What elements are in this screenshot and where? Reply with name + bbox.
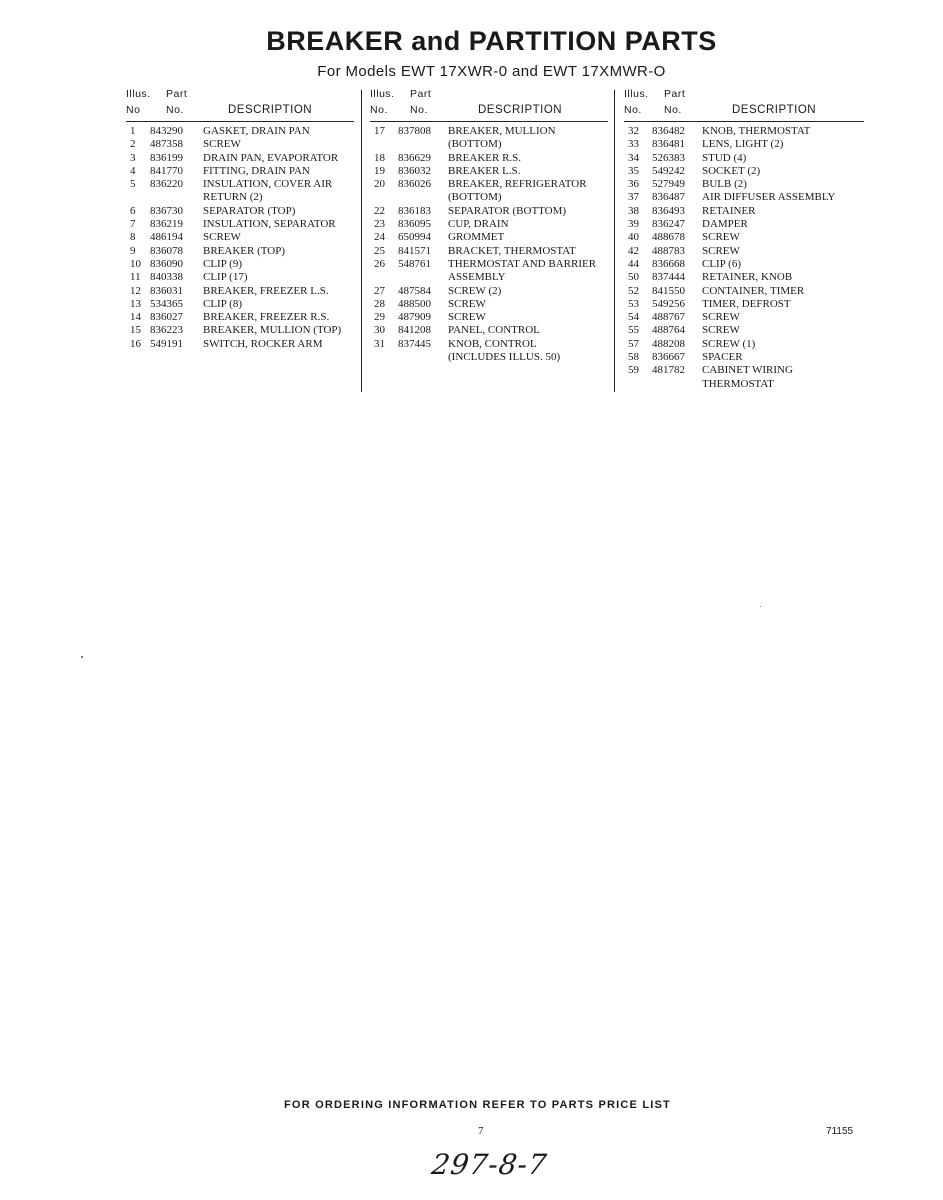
table-row (370, 338, 608, 365)
column-divider (614, 90, 615, 392)
illus-number: 33 (628, 138, 639, 151)
part-description: SCREW (1) (702, 337, 756, 350)
part-number: 841571 (398, 244, 431, 257)
illus-number: 11 (130, 271, 141, 284)
header-part-no: No. (664, 104, 682, 116)
illus-number: 32 (628, 125, 639, 137)
part-description: CABINET WIRING THERMOSTAT (702, 364, 793, 390)
illus-number: 44 (628, 257, 639, 270)
part-description: CLIP (8) (203, 297, 243, 310)
illus-number: 17 (374, 125, 385, 137)
illus-number: 24 (374, 231, 385, 244)
part-number: 841550 (652, 284, 685, 297)
header-illus: Illus. (624, 88, 649, 100)
illus-number: 30 (374, 324, 385, 337)
header-illus-no: No. (370, 104, 388, 116)
illus-number: 39 (628, 218, 639, 231)
part-number: 841770 (150, 164, 183, 177)
part-description: CLIP (6) (702, 257, 742, 270)
table-row (624, 298, 864, 311)
table-row (624, 165, 864, 178)
table-row (126, 311, 354, 324)
part-number: 836730 (150, 204, 183, 217)
part-number: 836032 (398, 164, 431, 177)
parts-list (370, 125, 608, 364)
table-row (370, 298, 608, 311)
part-number: 836482 (652, 125, 685, 137)
page-number: 7 (478, 1125, 484, 1137)
parts-column-1 (126, 88, 354, 351)
table-row (126, 338, 354, 351)
part-description: BREAKER L.S. (448, 164, 521, 177)
part-number: 836220 (150, 178, 183, 191)
table-row (624, 258, 864, 271)
part-description: DRAIN PAN, EVAPORATOR (203, 151, 339, 164)
table-row (370, 258, 608, 285)
part-description: SEPARATOR (TOP) (203, 204, 296, 217)
table-row (370, 178, 608, 205)
illus-number: 29 (374, 311, 385, 324)
illus-number: 25 (374, 244, 385, 257)
part-number: 836481 (652, 138, 685, 151)
illus-number: 36 (628, 178, 639, 191)
header-description: DESCRIPTION (228, 104, 313, 116)
illus-number: 1 (130, 125, 136, 137)
part-number: 487358 (150, 138, 183, 151)
part-description: THERMOSTAT AND BARRIER ASSEMBLY (448, 257, 597, 284)
table-row (624, 205, 864, 218)
table-row (126, 231, 354, 244)
illus-number: 53 (628, 297, 639, 310)
table-row (126, 245, 354, 258)
part-description: INSULATION, SEPARATOR (203, 218, 336, 231)
table-row (624, 178, 864, 191)
part-number: 836199 (150, 151, 183, 164)
illus-number: 37 (628, 191, 639, 204)
illus-number: 55 (628, 324, 639, 337)
part-description: SCREW (203, 138, 241, 151)
table-row (624, 138, 864, 151)
part-description: LENS, LIGHT (2) (702, 138, 784, 151)
table-row (126, 298, 354, 311)
illus-number: 3 (130, 151, 136, 164)
part-number: 527949 (652, 178, 685, 191)
table-row (370, 285, 608, 298)
part-number: 836223 (150, 324, 183, 337)
header-illus: Illus. (126, 88, 151, 100)
scan-speck (81, 656, 83, 658)
table-row (126, 125, 354, 138)
part-number: 488208 (652, 337, 685, 350)
header-part-no: No. (410, 104, 428, 116)
table-row (624, 311, 864, 324)
part-description: SCREW (203, 231, 241, 244)
column-header (370, 88, 608, 122)
ordering-info-footer: FOR ORDERING INFORMATION REFER TO PARTS PRICE LIST (284, 1099, 671, 1111)
part-description: SOCKET (2) (702, 164, 761, 177)
parts-column-3 (624, 88, 864, 391)
part-number: 837445 (398, 337, 431, 350)
header-part: Part (166, 88, 188, 100)
table-row (126, 285, 354, 298)
table-row (624, 324, 864, 337)
illus-number: 42 (628, 244, 639, 257)
table-row (126, 218, 354, 231)
header-part-no: No. (166, 104, 184, 116)
parts-list (126, 125, 354, 351)
part-number: 836026 (398, 178, 431, 191)
part-number: 549242 (652, 164, 685, 177)
part-description: SWITCH, ROCKER ARM (203, 337, 323, 350)
illus-number: 35 (628, 164, 639, 177)
illus-number: 10 (130, 257, 141, 270)
page-subtitle: For Models EWT 17XWR-0 and EWT 17XMWR-O (317, 63, 666, 80)
illus-number: 57 (628, 337, 639, 350)
part-description: SCREW (702, 231, 740, 244)
part-description: RETAINER (702, 204, 756, 217)
part-description: BREAKER R.S. (448, 151, 522, 164)
table-row (624, 152, 864, 165)
part-number: 836078 (150, 244, 183, 257)
part-number: 836629 (398, 151, 431, 164)
illus-number: 40 (628, 231, 639, 244)
handwritten-note: 297-8-7 (429, 1148, 550, 1181)
part-number: 534365 (150, 297, 183, 310)
part-description: BREAKER, FREEZER R.S. (203, 311, 330, 324)
column-header (624, 88, 864, 122)
illus-number: 59 (628, 364, 639, 377)
part-description: TIMER, DEFROST (702, 297, 791, 310)
part-number: 836667 (652, 351, 685, 364)
part-number: 548761 (398, 257, 431, 270)
part-description: CLIP (17) (203, 271, 248, 284)
header-illus-no: No (126, 104, 141, 116)
illus-number: 50 (628, 271, 639, 284)
table-row (370, 165, 608, 178)
part-description: FITTING, DRAIN PAN (203, 164, 310, 177)
table-row (370, 311, 608, 324)
illus-number: 5 (130, 178, 136, 191)
part-description: SCREW (702, 324, 740, 337)
part-description: BREAKER, MULLION (BOTTOM) (448, 125, 556, 151)
part-number: 836031 (150, 284, 183, 297)
illus-number: 8 (130, 231, 136, 244)
part-description: CONTAINER, TIMER (702, 284, 805, 297)
header-part: Part (664, 88, 686, 100)
part-number: 487584 (398, 284, 431, 297)
column-header (126, 88, 354, 122)
parts-list (624, 125, 864, 391)
part-number: 841208 (398, 324, 431, 337)
part-number: 836095 (398, 218, 431, 231)
part-number: 840338 (150, 271, 183, 284)
part-number: 526383 (652, 151, 685, 164)
part-description: BULB (2) (702, 178, 747, 191)
part-description: GROMMET (448, 231, 505, 244)
table-row (624, 125, 864, 138)
page-title: BREAKER and PARTITION PARTS (266, 26, 717, 56)
part-description: SCREW (702, 244, 740, 257)
part-description: SCREW (448, 311, 486, 324)
part-number: 836487 (652, 191, 685, 204)
header-illus-no: No. (624, 104, 642, 116)
table-row (370, 245, 608, 258)
part-number: 837808 (398, 125, 431, 137)
part-description: INSULATION, COVER AIR RETURN (2) (203, 178, 333, 204)
table-row (624, 245, 864, 258)
part-number: 487909 (398, 311, 431, 324)
table-row (624, 218, 864, 231)
part-description: CLIP (9) (203, 257, 243, 270)
illus-number: 23 (374, 218, 385, 231)
part-description: SCREW (448, 297, 486, 310)
part-number: 488767 (652, 311, 685, 324)
illus-number: 20 (374, 178, 385, 191)
header-illus: Illus. (370, 88, 395, 100)
illus-number: 2 (130, 138, 136, 151)
part-description: SCREW (2) (448, 284, 502, 297)
illus-number: 14 (130, 311, 141, 324)
table-row (126, 205, 354, 218)
part-description: STUD (4) (702, 151, 747, 164)
table-row (370, 231, 608, 244)
part-description: CUP, DRAIN (448, 218, 509, 231)
illus-number: 6 (130, 204, 136, 217)
part-description: PANEL, CONTROL (448, 324, 540, 337)
parts-column-2 (370, 88, 608, 364)
part-description: BREAKER, MULLION (TOP) (203, 324, 342, 337)
part-number: 837444 (652, 271, 685, 284)
part-number: 488500 (398, 297, 431, 310)
part-description: BREAKER, FREEZER L.S. (203, 284, 329, 297)
illus-number: 4 (130, 164, 136, 177)
illus-number: 18 (374, 151, 385, 164)
part-description: BREAKER (TOP) (203, 244, 285, 257)
column-divider (361, 90, 362, 392)
document-code: 71155 (826, 1126, 854, 1137)
table-row (624, 338, 864, 351)
part-description: BREAKER, REFRIGERATOR (BOTTOM) (448, 178, 587, 204)
part-description: SEPARATOR (BOTTOM) (448, 204, 567, 217)
part-number: 650994 (398, 231, 431, 244)
part-number: 488783 (652, 244, 685, 257)
part-number: 836090 (150, 257, 183, 270)
part-number: 836183 (398, 204, 431, 217)
table-row (126, 152, 354, 165)
illus-number: 13 (130, 297, 141, 310)
part-number: 836247 (652, 218, 685, 231)
part-number: 488678 (652, 231, 685, 244)
part-number: 488764 (652, 324, 685, 337)
illus-number: 28 (374, 297, 385, 310)
illus-number: 31 (374, 337, 385, 350)
header-description: DESCRIPTION (732, 104, 817, 116)
illus-number: 12 (130, 284, 141, 297)
illus-number: 15 (130, 324, 141, 337)
part-number: 836219 (150, 218, 183, 231)
table-row (624, 271, 864, 284)
table-row (370, 205, 608, 218)
illus-number: 9 (130, 244, 136, 257)
table-row (624, 364, 864, 391)
part-description: KNOB, CONTROL (INCLUDES ILLUS. 50) (448, 337, 561, 364)
scan-speck (760, 606, 761, 607)
table-row (370, 218, 608, 231)
header-description: DESCRIPTION (478, 104, 563, 116)
part-number: 836493 (652, 204, 685, 217)
table-row (126, 324, 354, 337)
part-description: RETAINER, KNOB (702, 271, 793, 284)
part-description: GASKET, DRAIN PAN (203, 125, 310, 137)
illus-number: 54 (628, 311, 639, 324)
illus-number: 26 (374, 257, 385, 270)
table-row (126, 178, 354, 205)
illus-number: 27 (374, 284, 385, 297)
table-row (126, 258, 354, 271)
part-description: KNOB, THERMOSTAT (702, 125, 811, 137)
table-row (624, 231, 864, 244)
part-number: 836668 (652, 257, 685, 270)
part-number: 481782 (652, 364, 685, 377)
illus-number: 19 (374, 164, 385, 177)
illus-number: 38 (628, 204, 639, 217)
header-part: Part (410, 88, 432, 100)
part-description: BRACKET, THERMOSTAT (448, 244, 576, 257)
part-number: 549256 (652, 297, 685, 310)
part-description: DAMPER (702, 218, 748, 231)
illus-number: 58 (628, 351, 639, 364)
table-row (624, 351, 864, 364)
table-row (370, 125, 608, 152)
part-description: SCREW (702, 311, 740, 324)
table-row (126, 271, 354, 284)
illus-number: 7 (130, 218, 136, 231)
illus-number: 22 (374, 204, 385, 217)
table-row (624, 285, 864, 298)
illus-number: 34 (628, 151, 639, 164)
part-number: 836027 (150, 311, 183, 324)
illus-number: 16 (130, 337, 141, 350)
part-description: SPACER (702, 351, 743, 364)
part-number: 486194 (150, 231, 183, 244)
table-row (126, 138, 354, 151)
part-description: AIR DIFFUSER ASSEMBLY (702, 191, 836, 204)
table-row (370, 324, 608, 337)
table-row (624, 191, 864, 204)
table-row (126, 165, 354, 178)
part-number: 549191 (150, 337, 183, 350)
table-row (370, 152, 608, 165)
illus-number: 52 (628, 284, 639, 297)
part-number: 843290 (150, 125, 183, 137)
